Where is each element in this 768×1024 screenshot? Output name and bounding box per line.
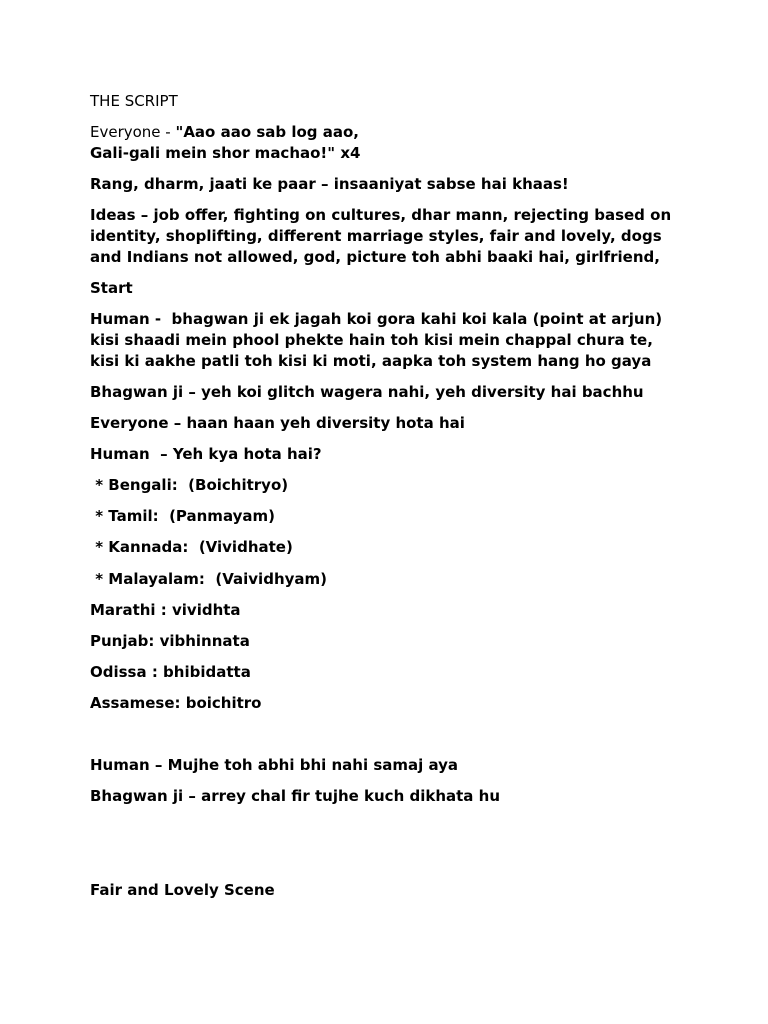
human-line-3: kisi ki aakhe patli toh kisi ki moti, aapka toh system hang ho gaya	[90, 352, 652, 370]
chorus-text-1: "Aao aao sab log aao,	[175, 123, 360, 141]
human-question: Human – Yeh kya hota hai?	[90, 445, 322, 463]
language-item: Odissa : bhibidatta	[90, 663, 251, 681]
language-item: * Kannada: (Vividhate)	[90, 538, 293, 556]
language-item: * Tamil: (Panmayam)	[90, 507, 275, 525]
start-label: Start	[90, 279, 133, 297]
human-line-confused: Human – Mujhe toh abhi bhi nahi samaj aya	[90, 756, 459, 774]
chorus-line-2: Gali-gali mein shor machao!" x4	[90, 144, 361, 162]
human-line-2: kisi shaadi mein phool phekte hain toh kisi mein chappal chura te,	[90, 331, 653, 349]
language-item: * Malayalam: (Vaividhyam)	[90, 570, 328, 588]
ideas-line-2: identity, shoplifting, different marriage styles, fair and lovely, dogs	[90, 227, 662, 245]
chorus-speaker: Everyone -	[90, 123, 176, 141]
scene-heading: Fair and Lovely Scene	[90, 881, 275, 899]
language-item: Marathi : vividhta	[90, 601, 241, 619]
chorus-line-1	[90, 122, 359, 143]
language-item: Assamese: boichitro	[90, 694, 262, 712]
document-title: THE SCRIPT	[90, 92, 178, 110]
bhagwan-line-1: Bhagwan ji – yeh koi glitch wagera nahi, yeh diversity hai bachhu	[90, 383, 644, 401]
language-item: * Bengali: (Boichitryo)	[90, 476, 289, 494]
bhagwan-line-2: Bhagwan ji – arrey chal fir tujhe kuch dikhata hu	[90, 787, 501, 805]
tagline: Rang, dharm, jaati ke paar – insaaniyat sabse hai khaas!	[90, 175, 569, 193]
ideas-line-1: Ideas – job offer, fighting on cultures, dhar mann, rejecting based on	[90, 206, 672, 224]
everyone-line-2: Everyone – haan haan yeh diversity hota hai	[90, 414, 465, 432]
language-item: Punjab: vibhinnata	[90, 632, 250, 650]
ideas-line-3: and Indians not allowed, god, picture toh abhi baaki hai, girlfriend,	[90, 248, 660, 266]
human-line-1: Human - bhagwan ji ek jagah koi gora kahi koi kala (point at arjun)	[90, 310, 663, 328]
